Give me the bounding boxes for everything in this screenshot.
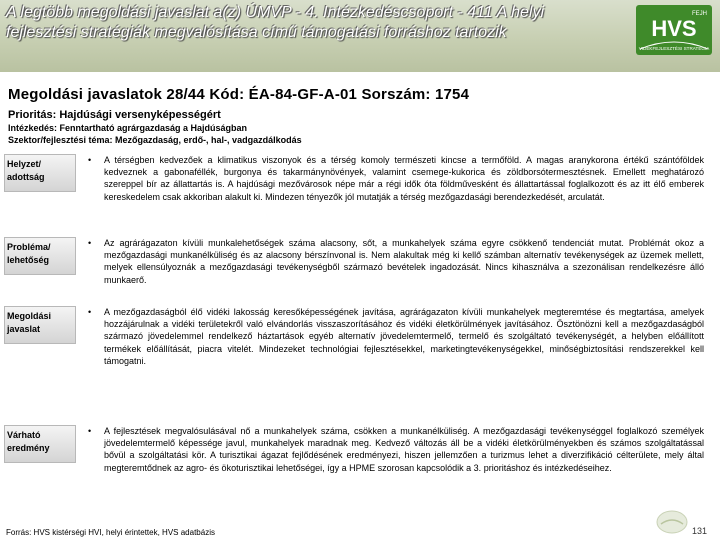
priority-line: Prioritás: Hajdúsági versenyképességért [8,109,221,121]
bullet: • [88,426,92,436]
bullet: • [88,155,92,165]
bullet: • [88,307,92,317]
header-title: A legtöbb megoldási javaslat a(z) ÚMVP - 4. Intézkedéscsoport - 411 A helyi fejlesztési stratégiák megvalósítása című támogatási forráshoz tartozik [6,4,545,41]
bullet: • [88,238,92,248]
sector-line: Szektor/fejlesztési téma: Mezőgazdaság, erdő-, hal-, vadgazdálkodás [8,135,302,145]
logo-top-text: FEJH [692,11,707,17]
section-text: A fejlesztések megvalósulásával nő a munkahelyek száma, csökken a munkanélküliség. A mezőgazdasági tevékenységgel foglalkozó személyek jövedelemtermelő képessége javul, munkahelyek maradnak meg. Kedvező változás áll be a vidéki életkörülményekben és számos szolgáltatással bővül a szolgáltatási kör. A turisztikai ágazat fejlődésének eredményezi, hiszen jellemzően a turizmus lehet a diverzifikáció célterülete, mely által megteremtődnek az agro- és ökoturisztikai lehetőségei, így a HPME szorosan kapcsolódik a 3. prioritáshoz és intézkedéseihez. [104,426,704,473]
section-label: Helyzet/ adottság [4,154,76,192]
page-title: Megoldási javaslatok 28/44 Kód: ÉA-84-GF-A-01 Sorszám: 1754 [8,86,470,103]
section-text: A térségben kedvezőek a klimatikus viszonyok és a térség komoly természeti kincse a termőföld. A magas aranykorona értékű szántóföldek kedveznek a gabonaféllék, burgonya és takarmánynövények, valamint csemege-kukorica és zöldborsótermesztésnek. Emellett meghatározó szereppel bír az állattartás is. A hajdúsági mezővárosok népe már a régi idők óta földművesként és állattartással foglalkozott és az itt élő emberek kereskedelem csak akkoriban alakult ki. Mindezen tényezők jól mutatják a térség mezőgazdasági berendezkedését, arculatát. [104,155,704,202]
page-number: 131 [692,526,708,536]
footer-logo-icon [655,508,689,536]
logo-main-text: HVS [651,16,697,41]
footer-source: Forrás: HVS kistérségi HVI, helyi érintettek, HVS adatbázis [6,528,215,537]
measure-line: Intézkedés: Fenntartható agrárgazdaság a Hajdúságban [8,123,248,133]
section-label: Megoldási javaslat [4,306,76,344]
hvs-logo [636,5,712,55]
header-banner [0,0,720,72]
section-text: A mezőgazdaságból élő vidéki lakosság keresőképességének javítása, agrárágazaton kívüli munkahelyek megteremtése és megtartása, amelyek hozzájárulnak a vidéki területekről való elvándorlás visszaszorításához és vidéki életkörülmények javításához. Ösztönözni kell a mezőgazdaságból származó jövedelemmel rendelkező háztartások egyéb alternatív jövedelemtermelő, termelő és szolgáltató tevékenységét, a helyben előállított termékek előállítását, piacra vitelét. Mindezeket technológiai fejlesztésekkel, marketingtevékenységekkel, minőségbiztosítási rendszerekkel kell támogatni. [104,307,704,366]
section-text: Az agrárágazaton kívüli munkalehetőségek száma alacsony, sőt, a munkahelyek száma egyre csökkenő tendenciát mutat. Problémát okoz a mezőgazdasági munkanélküliség és az alacsony bérszínvonal is. Nem alakultak még ki kellő számban alternatív tevékenységek az üzemek mellett, melyek ellensúlyoznák a mezőgazdasági tevékenységből származó bevételek ingadozását. Nincs kihasználva a szezonálisan rendelkezésre álló munkaerő. [104,238,704,285]
section-label: Probléma/ lehetőség [4,237,76,275]
logo-sub-text: VIDÉKFEJLESZTÉSI STRATÉGIA [638,46,710,51]
section-label: Várható eredmény [4,425,76,463]
